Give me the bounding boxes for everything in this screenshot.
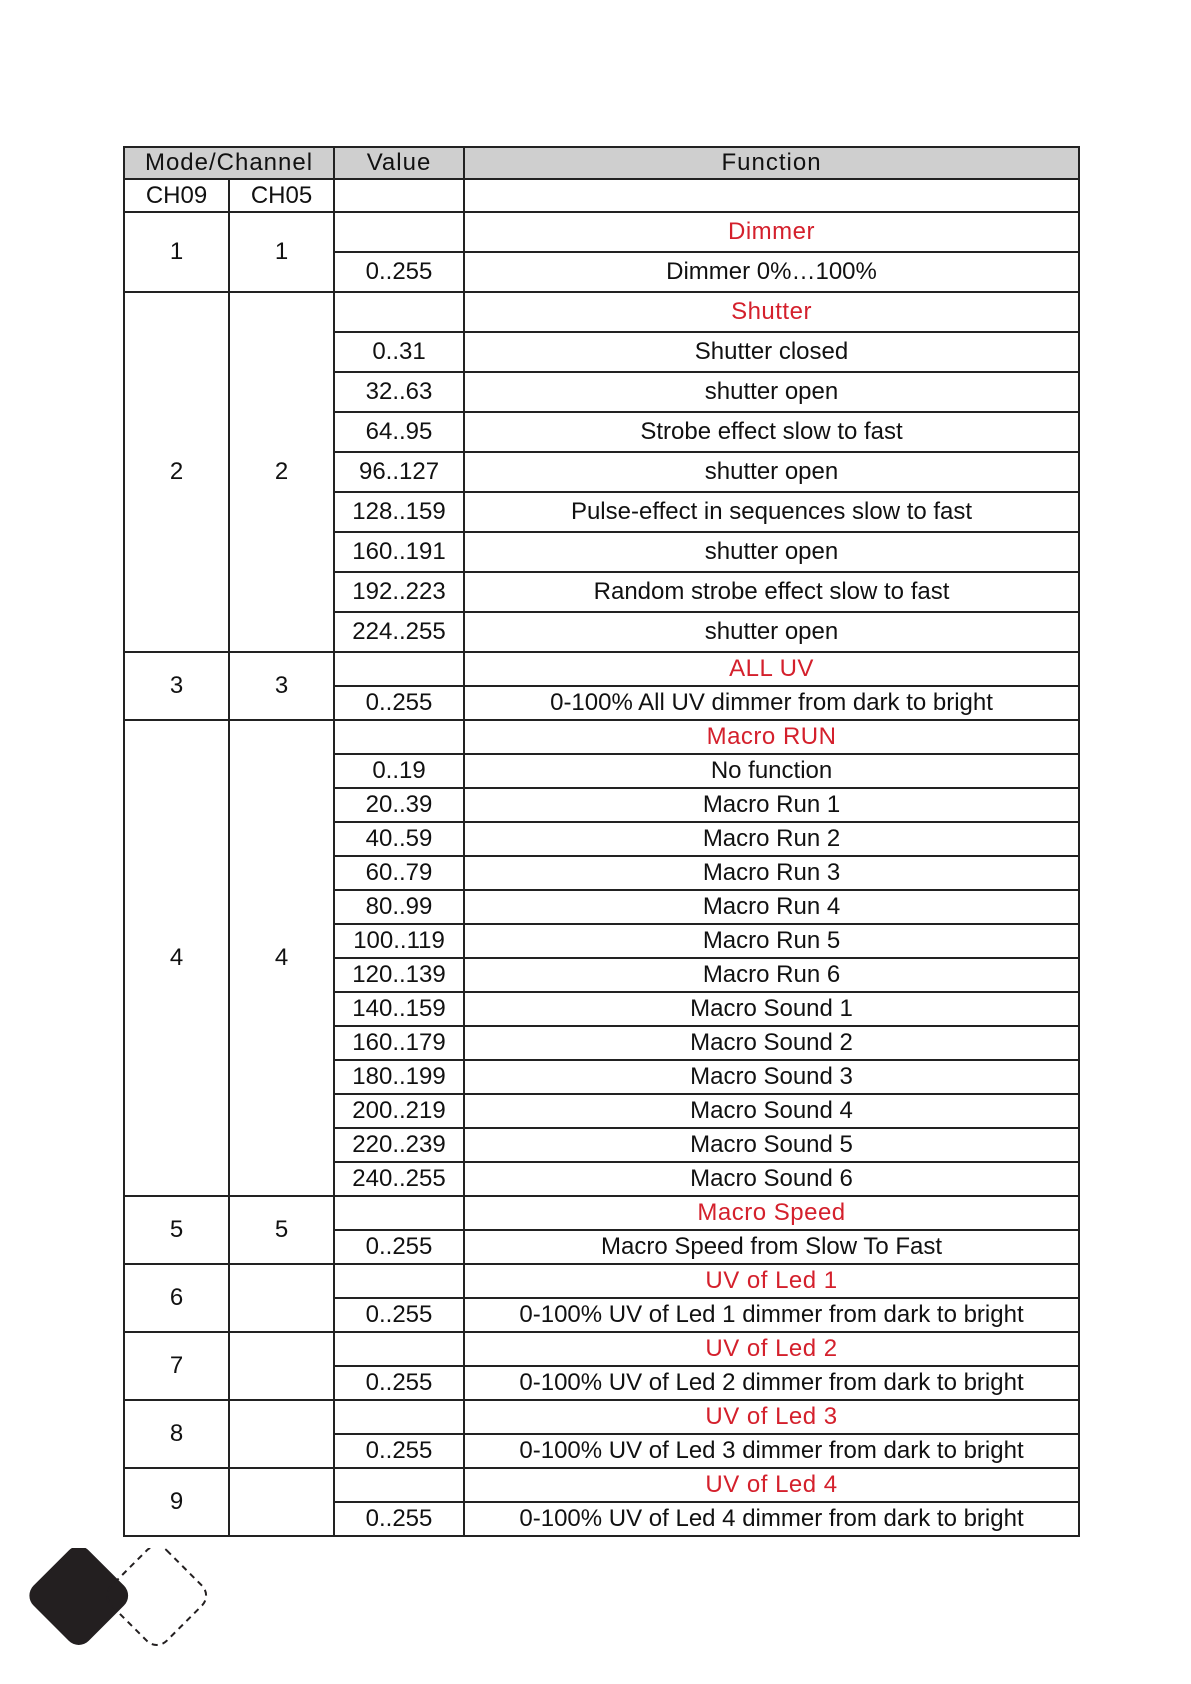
value-cell: 160..179 xyxy=(334,1026,464,1060)
header-function: Function xyxy=(464,147,1079,179)
function-title: Macro Speed xyxy=(464,1196,1079,1230)
function-cell: Dimmer 0%…100% xyxy=(464,252,1079,292)
title-value-empty xyxy=(334,1468,464,1502)
dmx-channel-table xyxy=(123,146,1080,1537)
channel-ch09: 2 xyxy=(124,292,229,652)
value-cell: 0..31 xyxy=(334,332,464,372)
filled-diamond-icon xyxy=(26,1548,134,1651)
value-cell: 20..39 xyxy=(334,788,464,822)
channel-ch09: 4 xyxy=(124,720,229,1196)
group-title-row xyxy=(124,1264,1079,1298)
function-cell: Strobe effect slow to fast xyxy=(464,412,1079,452)
title-value-empty xyxy=(334,1264,464,1298)
value-cell: 80..99 xyxy=(334,890,464,924)
title-value-empty xyxy=(334,1400,464,1434)
function-title: ALL UV xyxy=(464,652,1079,686)
group-title-row xyxy=(124,1400,1079,1434)
function-cell: Macro Speed from Slow To Fast xyxy=(464,1230,1079,1264)
channel-ch09: 8 xyxy=(124,1400,229,1468)
value-cell: 0..255 xyxy=(334,1434,464,1468)
function-title: UV of Led 4 xyxy=(464,1468,1079,1502)
value-cell: 64..95 xyxy=(334,412,464,452)
channel-ch09: 1 xyxy=(124,212,229,292)
channel-ch05 xyxy=(229,1400,334,1468)
mode-ch09: CH09 xyxy=(124,179,229,212)
function-cell: Macro Sound 2 xyxy=(464,1026,1079,1060)
value-cell: 60..79 xyxy=(334,856,464,890)
title-value-empty xyxy=(334,212,464,252)
channel-ch05: 4 xyxy=(229,720,334,1196)
title-value-empty xyxy=(334,292,464,332)
channel-ch05: 3 xyxy=(229,652,334,720)
title-value-empty xyxy=(334,1332,464,1366)
function-cell: 0-100% All UV dimmer from dark to bright xyxy=(464,686,1079,720)
value-cell: 0..255 xyxy=(334,1230,464,1264)
function-cell: Macro Sound 1 xyxy=(464,992,1079,1026)
function-cell: Macro Run 6 xyxy=(464,958,1079,992)
channel-ch05 xyxy=(229,1264,334,1332)
function-cell: Macro Sound 4 xyxy=(464,1094,1079,1128)
group-title-row xyxy=(124,1196,1079,1230)
value-cell: 220..239 xyxy=(334,1128,464,1162)
value-cell: 180..199 xyxy=(334,1060,464,1094)
title-value-empty xyxy=(334,720,464,754)
group-title-row xyxy=(124,292,1079,332)
channel-ch05: 2 xyxy=(229,292,334,652)
table-body xyxy=(124,147,1079,1536)
value-cell: 32..63 xyxy=(334,372,464,412)
value-cell: 200..219 xyxy=(334,1094,464,1128)
value-cell: 0..255 xyxy=(334,252,464,292)
value-cell: 40..59 xyxy=(334,822,464,856)
function-cell: 0-100% UV of Led 1 dimmer from dark to bright xyxy=(464,1298,1079,1332)
value-cell: 160..191 xyxy=(334,532,464,572)
value-cell: 140..159 xyxy=(334,992,464,1026)
title-value-empty xyxy=(334,1196,464,1230)
function-cell: Pulse-effect in sequences slow to fast xyxy=(464,492,1079,532)
value-cell: 96..127 xyxy=(334,452,464,492)
function-cell: Macro Sound 5 xyxy=(464,1128,1079,1162)
function-title: Dimmer xyxy=(464,212,1079,252)
function-cell: 0-100% UV of Led 4 dimmer from dark to bright xyxy=(464,1502,1079,1536)
function-cell: shutter open xyxy=(464,452,1079,492)
function-cell: Macro Run 1 xyxy=(464,788,1079,822)
value-cell: 0..255 xyxy=(334,1502,464,1536)
channel-ch09: 6 xyxy=(124,1264,229,1332)
channel-ch09: 3 xyxy=(124,652,229,720)
function-cell: No function xyxy=(464,754,1079,788)
mode-ch05: CH05 xyxy=(229,179,334,212)
function-cell: Macro Sound 3 xyxy=(464,1060,1079,1094)
channel-ch09: 5 xyxy=(124,1196,229,1264)
value-cell: 128..159 xyxy=(334,492,464,532)
header-row xyxy=(124,147,1079,179)
value-cell: 0..255 xyxy=(334,686,464,720)
function-title: UV of Led 1 xyxy=(464,1264,1079,1298)
title-value-empty xyxy=(334,652,464,686)
function-title: UV of Led 2 xyxy=(464,1332,1079,1366)
group-title-row xyxy=(124,212,1079,252)
function-cell: shutter open xyxy=(464,532,1079,572)
group-title-row xyxy=(124,652,1079,686)
channel-ch05 xyxy=(229,1332,334,1400)
value-cell: 0..255 xyxy=(334,1366,464,1400)
value-cell: 0..255 xyxy=(334,1298,464,1332)
function-cell: 0-100% UV of Led 2 dimmer from dark to bright xyxy=(464,1366,1079,1400)
function-cell: Macro Run 2 xyxy=(464,822,1079,856)
channel-ch05 xyxy=(229,1468,334,1536)
function-cell: shutter open xyxy=(464,612,1079,652)
group-title-row xyxy=(124,1332,1079,1366)
function-cell: shutter open xyxy=(464,372,1079,412)
function-cell: 0-100% UV of Led 3 dimmer from dark to bright xyxy=(464,1434,1079,1468)
group-title-row xyxy=(124,720,1079,754)
header-value: Value xyxy=(334,147,464,179)
function-cell: Macro Run 4 xyxy=(464,890,1079,924)
function-cell: Macro Run 5 xyxy=(464,924,1079,958)
value-cell: 240..255 xyxy=(334,1162,464,1196)
channel-ch09: 7 xyxy=(124,1332,229,1400)
function-title: UV of Led 3 xyxy=(464,1400,1079,1434)
header-mode-channel: Mode/Channel xyxy=(124,147,334,179)
function-cell: Macro Sound 6 xyxy=(464,1162,1079,1196)
value-cell: 100..119 xyxy=(334,924,464,958)
diamond-logo xyxy=(26,1548,256,1684)
function-cell: Macro Run 3 xyxy=(464,856,1079,890)
mode-function-empty xyxy=(464,179,1079,212)
value-cell: 120..139 xyxy=(334,958,464,992)
function-cell: Random strobe effect slow to fast xyxy=(464,572,1079,612)
function-cell: Shutter closed xyxy=(464,332,1079,372)
channel-ch05: 5 xyxy=(229,1196,334,1264)
value-cell: 192..223 xyxy=(334,572,464,612)
function-title: Macro RUN xyxy=(464,720,1079,754)
mode-value-empty xyxy=(334,179,464,212)
group-title-row xyxy=(124,1468,1079,1502)
channel-ch05: 1 xyxy=(229,212,334,292)
value-cell: 0..19 xyxy=(334,754,464,788)
value-cell: 224..255 xyxy=(334,612,464,652)
function-title: Shutter xyxy=(464,292,1079,332)
channel-ch09: 9 xyxy=(124,1468,229,1536)
mode-row xyxy=(124,179,1079,212)
